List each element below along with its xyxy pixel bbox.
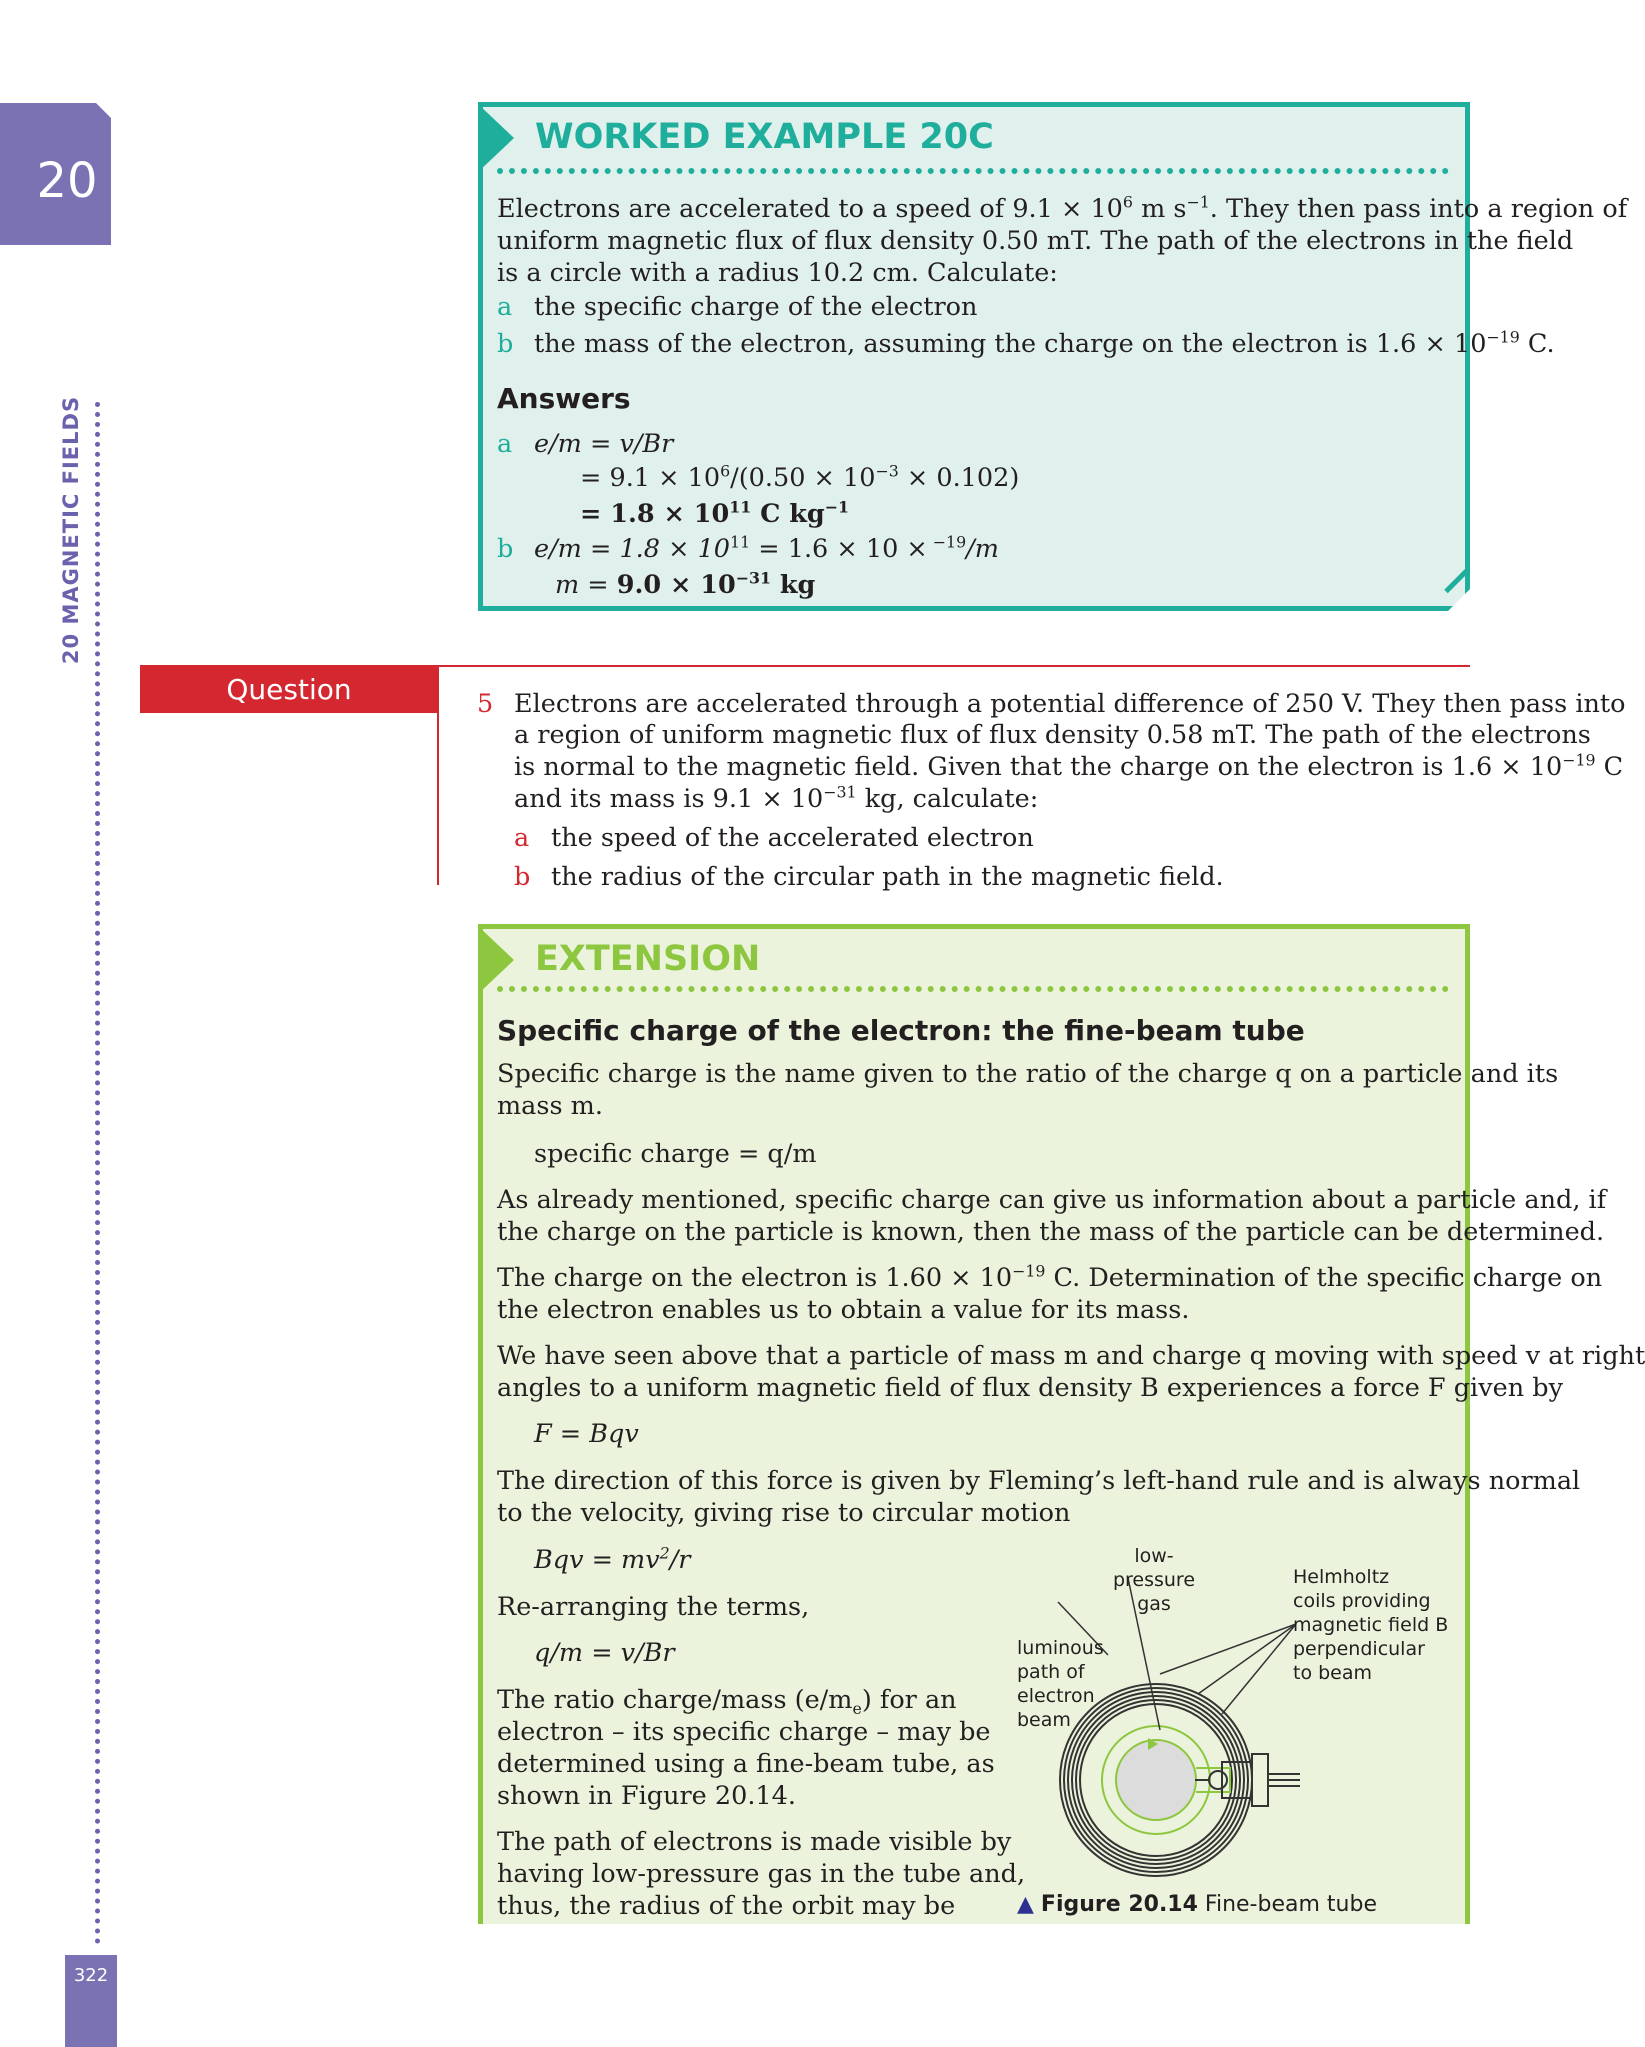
answer-b-line-2: $m = 9.0 \times 10^{-31}$ kg	[555, 568, 816, 600]
extension-heading: EXTENSION	[535, 939, 761, 979]
figure-caption: ▲ Figure 20.14 Fine-beam tube	[1017, 1892, 1377, 1917]
question-line-3: is normal to the magnetic field. Given that the charge on the electron is $1.6 \times 10^{-19}$ C	[514, 750, 1624, 782]
question-line-1: Electrons are accelerated through a potential difference of 250 V. They then pass into	[514, 689, 1626, 719]
answer-a-line-1: e/m = v/Br	[534, 429, 674, 459]
answer-a-line-2: = $9.1 \times 10^6/(0.50 \times 10^{-3} \times 0.102)$	[580, 461, 1020, 493]
answer-b-label: b	[497, 534, 514, 564]
ext-p1-line-1: Specific charge is the name given to the ratio of the charge q on a particle and its	[497, 1059, 1559, 1089]
figure-label-gas: low-pressure gas	[1112, 1545, 1196, 1615]
ext-eq-qm: q/m = v/Br	[534, 1638, 675, 1668]
side-dotted-rule	[95, 402, 100, 1945]
ext-p2-line-2: the charge on the particle is known, then the mass of the particle can be determined.	[497, 1217, 1605, 1247]
chapter-number: 20	[36, 153, 98, 209]
ext-p7-line-1: The ratio charge/mass $(e/m_e)$ for an	[497, 1685, 957, 1719]
caption-triangle-icon: ▲	[1017, 1892, 1034, 1917]
question-label: Question	[226, 673, 352, 706]
chapter-title: 20 MAGNETIC FIELDS	[59, 395, 83, 665]
question-item-b-label: b	[514, 862, 531, 892]
ext-p5-line-1: The direction of this force is given by Fleming’s left-hand rule and is always normal	[497, 1466, 1581, 1496]
page-number: 322	[73, 1965, 109, 1986]
question-side-rule	[437, 665, 439, 885]
ext-eq-force: F = Bqv	[534, 1419, 639, 1449]
worked-example-heading: WORKED EXAMPLE 20C	[535, 117, 994, 157]
ext-p5-line-2: to the velocity, giving rise to circular motion	[497, 1498, 1071, 1528]
answers-heading: Answers	[497, 382, 631, 415]
worked-intro-line-1: Electrons are accelerated to a speed of $9.1 \times 10^6$ m $s^{-1}$. They then pass into a region of	[497, 192, 1628, 224]
worked-item-a-label: a	[497, 292, 513, 322]
question-item-a-label: a	[514, 823, 530, 853]
answer-a-label: a	[497, 429, 513, 459]
answer-b-line-1: $e/m = 1.8 \times 10^{11} = 1.6 \times 10 \times ^{-19}/m$	[534, 532, 999, 564]
ext-p7-line-4: shown in Figure 20.14.	[497, 1781, 796, 1811]
ext-p1-line-2: mass m.	[497, 1091, 603, 1121]
ext-eq-specific-charge: specific charge = q/m	[534, 1139, 817, 1169]
figure-label-coils: Helmholtz coils providing magnetic field B perpendicular to beam	[1293, 1566, 1449, 1684]
worked-example-divider	[497, 168, 1449, 174]
worked-intro-line-2: uniform magnetic flux of flux density 0.50 mT. The path of the electrons in the field	[497, 226, 1574, 256]
ext-p2-line-1: As already mentioned, specific charge can give us information about a particle and, if	[497, 1185, 1607, 1215]
question-number: 5	[477, 689, 494, 719]
worked-item-b-label: b	[497, 329, 514, 359]
worked-example-arrow-icon	[478, 104, 514, 172]
ext-p4-line-1: We have seen above that a particle of mass m and charge q moving with speed v at right	[497, 1341, 1645, 1371]
extension-subheading: Specific charge of the electron: the fine-beam tube	[497, 1014, 1305, 1047]
ext-p8-line-1: The path of electrons is made visible by	[497, 1827, 1012, 1857]
extension-arrow-icon	[478, 926, 514, 994]
ext-eq-circular: Bqv = $mv^2/r$	[534, 1543, 691, 1575]
ext-p7-line-2: electron – its specific charge – may be	[497, 1717, 991, 1747]
question-line-4: and its mass is $9.1 \times 10^{-31}$ kg, calculate:	[514, 782, 1039, 814]
ext-p8-line-3: thus, the radius of the orbit may be	[497, 1891, 956, 1921]
page-bottom-mask	[470, 1924, 1480, 2047]
ext-p8-line-2: having low-pressure gas in the tube and,	[497, 1859, 1026, 1889]
question-item-b-text: the radius of the circular path in the magnetic field.	[551, 862, 1224, 892]
ext-p6: Re-arranging the terms,	[497, 1592, 810, 1622]
question-item-a-text: the speed of the accelerated electron	[551, 823, 1034, 853]
worked-item-b-text: the mass of the electron, assuming the charge on the electron is $1.6 \times 10^{-19}$ C.	[534, 327, 1555, 359]
question-top-rule	[437, 665, 1470, 667]
worked-intro-line-3: is a circle with a radius 10.2 cm. Calculate:	[497, 258, 1058, 288]
ext-p3-line-2: the electron enables us to obtain a value for its mass.	[497, 1295, 1190, 1325]
ext-p3-line-1: The charge on the electron is $1.60 \times 10^{-19}$ C. Determination of the specific charge on	[497, 1261, 1603, 1293]
worked-item-a-text: the specific charge of the electron	[534, 292, 978, 322]
answer-a-line-3: = $1.8 \times 10^{11}$ C $kg^{-1}$	[580, 497, 849, 529]
extension-divider	[497, 986, 1449, 992]
figure-label-beam: luminous path of electron beam	[1017, 1637, 1104, 1731]
ext-p4-line-2: angles to a uniform magnetic field of flux density B experiences a force F given by	[497, 1373, 1563, 1403]
question-line-2: a region of uniform magnetic flux of flux density 0.58 mT. The path of the electrons	[514, 720, 1591, 750]
ext-p7-line-3: determined using a fine-beam tube, as	[497, 1749, 995, 1779]
